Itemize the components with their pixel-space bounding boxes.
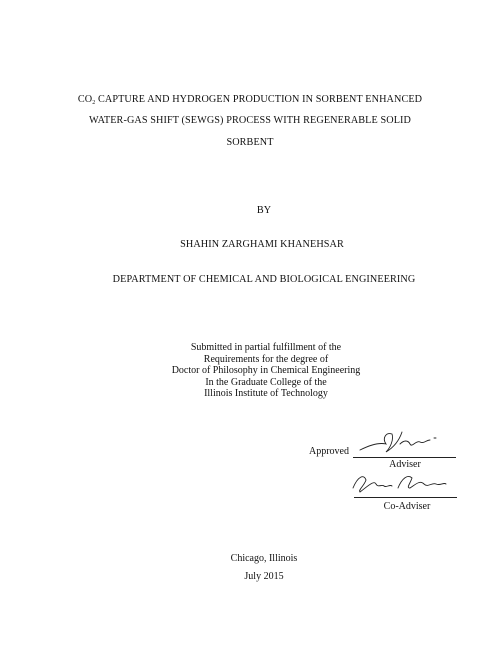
- submission-line-5: Illinois Institute of Technology: [204, 388, 328, 400]
- approved-label: Approved: [309, 446, 349, 457]
- date: July 2015: [244, 571, 284, 582]
- adviser-signature-line: [353, 457, 456, 458]
- department-name: DEPARTMENT OF CHEMICAL AND BIOLOGICAL ENGINEERING: [112, 274, 416, 285]
- submission-line-2: Requirements for the degree of: [203, 353, 329, 365]
- coadviser-signature: [350, 470, 450, 496]
- submission-line-3: Doctor of Philosophy in Chemical Engineering: [171, 365, 361, 377]
- submission-statement: [0, 342, 500, 400]
- coadviser-label: Co-Adviser: [383, 501, 431, 512]
- location: Chicago, Illinois: [230, 553, 298, 564]
- author-name: SHAHIN ZARGHAMI KHANEHSAR: [180, 239, 344, 250]
- title-line-2: WATER-GAS SHIFT (SEWGS) PROCESS WITH REGENERABLE SOLID: [89, 115, 411, 126]
- title-co2: $CO_2$: [77, 94, 96, 106]
- by-label: BY: [256, 205, 272, 216]
- adviser-signature: [356, 428, 442, 456]
- coadviser-signature-line: [354, 497, 457, 498]
- submission-line-4: In the Graduate College of the: [205, 376, 327, 388]
- title-line-1: $CO_2$ CAPTURE AND HYDROGEN PRODUCTION IN SORBENT ENHANCED: [77, 94, 423, 106]
- title-line-3: SORBENT: [226, 137, 274, 148]
- adviser-label: Adviser: [389, 459, 421, 470]
- submission-line-1: Submitted in partial fulfillment of the: [190, 342, 342, 353]
